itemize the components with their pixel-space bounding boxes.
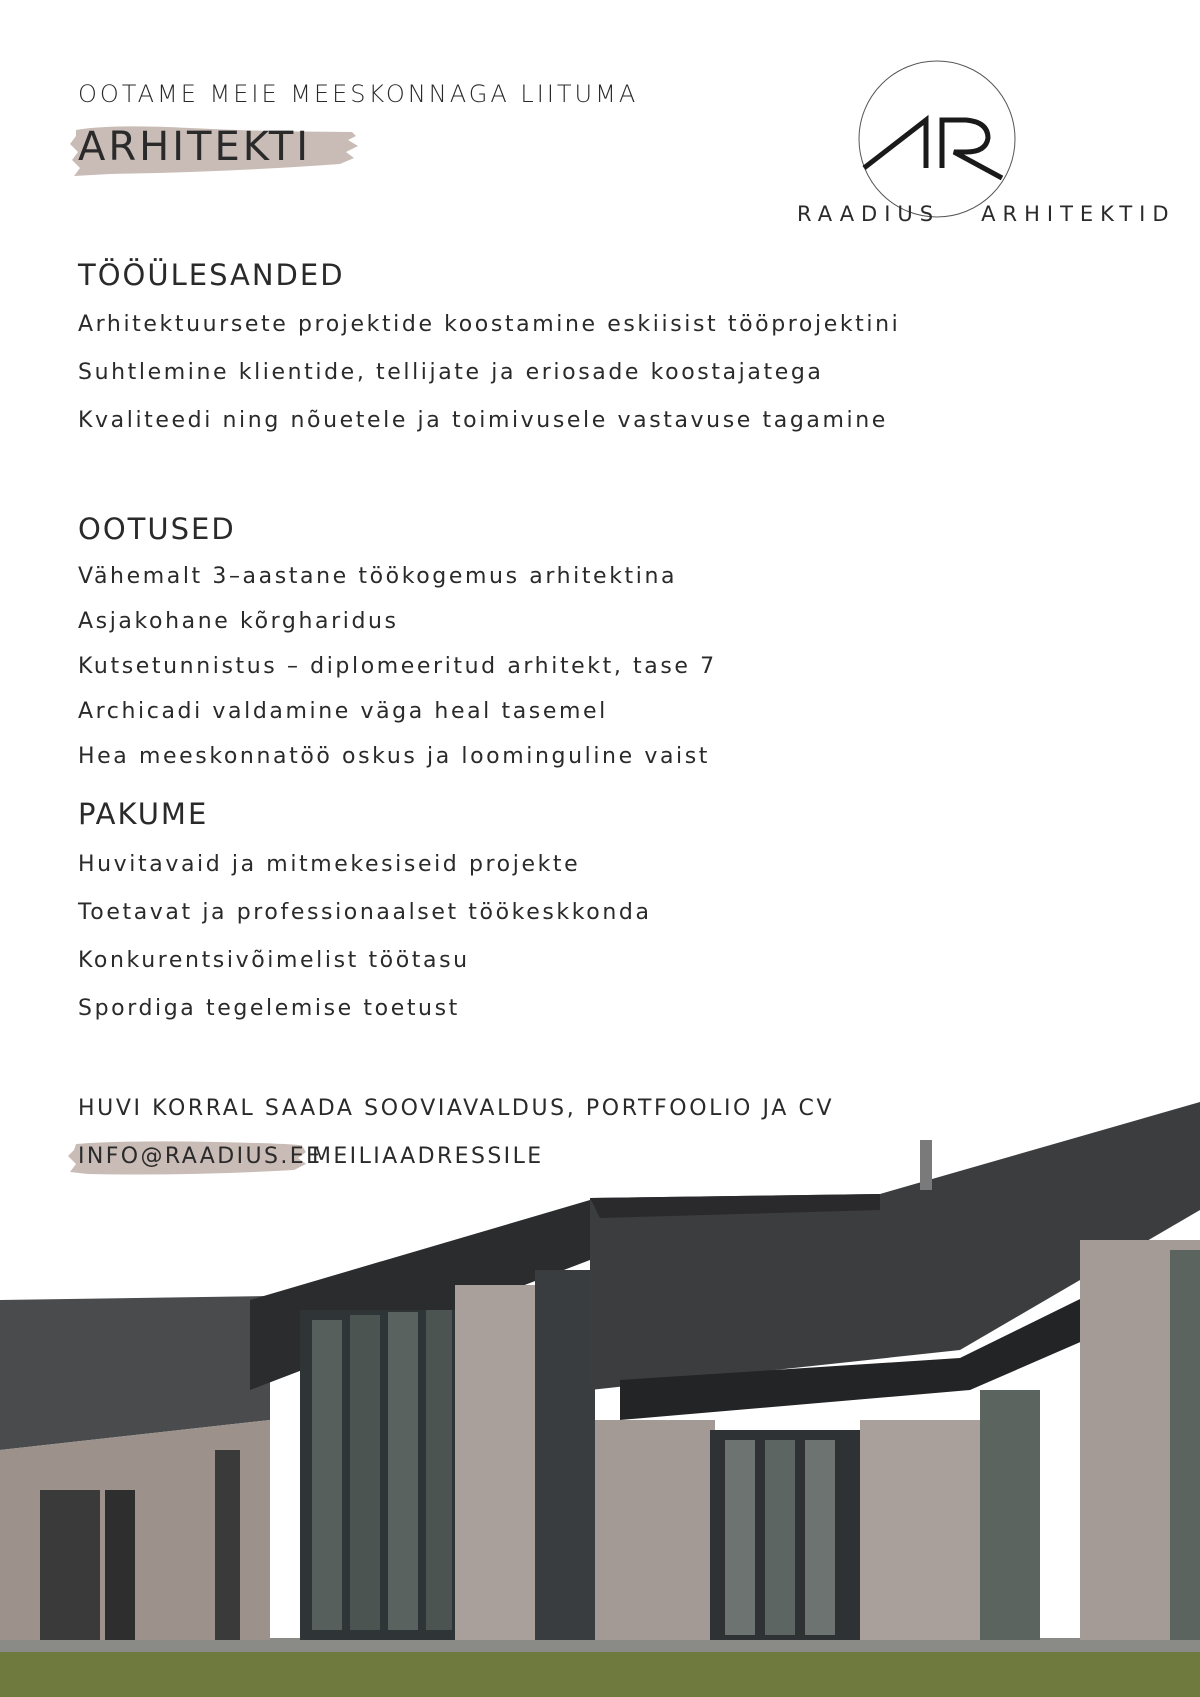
offer-item: Toetavat ja professionaalset töökeskkonda <box>78 900 652 925</box>
offer-heading: PAKUME <box>78 797 209 831</box>
contact-cta: HUVI KORRAL SAADA SOOVIAVALDUS, PORTFOOLIO JA CV <box>78 1096 835 1121</box>
tasks-heading: TÖÖÜLESANDED <box>78 258 345 292</box>
task-item: Kvaliteedi ning nõuetele ja toimivusele vastavuse tagamine <box>78 408 888 433</box>
job-title: ARHITEKTI <box>78 124 312 170</box>
building-photo <box>0 1090 1200 1697</box>
email-link[interactable]: INFO@RAADIUS.EE <box>78 1144 323 1169</box>
offer-item: Huvitavaid ja mitmekesiseid projekte <box>78 852 581 877</box>
expectations-heading: OOTUSED <box>78 512 236 546</box>
expectation-item: Asjakohane kõrgharidus <box>78 609 399 634</box>
task-item: Arhitektuursete projektide koostamine eskiisist tööprojektini <box>78 312 901 337</box>
expectation-item: Vähemalt 3–aastane töökogemus arhitektina <box>78 564 678 589</box>
offer-item: Spordiga tegelemise toetust <box>78 996 460 1021</box>
expectation-item: Kutsetunnistus – diplomeeritud arhitekt, tase 7 <box>78 654 717 679</box>
offer-item: Konkurentsivõimelist töötasu <box>78 948 470 973</box>
email-suffix: MEILIAADRESSILE <box>312 1144 544 1169</box>
intro-text: OOTAME MEIE MEESKONNAGA LIITUMA <box>78 80 639 108</box>
task-item: Suhtlemine klientide, tellijate ja eriosade koostajatega <box>78 360 824 385</box>
job-title-block <box>70 118 360 178</box>
expectation-item: Archicadi valdamine väga heal tasemel <box>78 699 608 724</box>
expectation-item: Hea meeskonnatöö oskus ja loominguline vaist <box>78 744 711 769</box>
logo-name: RAADIUS ARHITEKTID <box>797 202 1176 226</box>
